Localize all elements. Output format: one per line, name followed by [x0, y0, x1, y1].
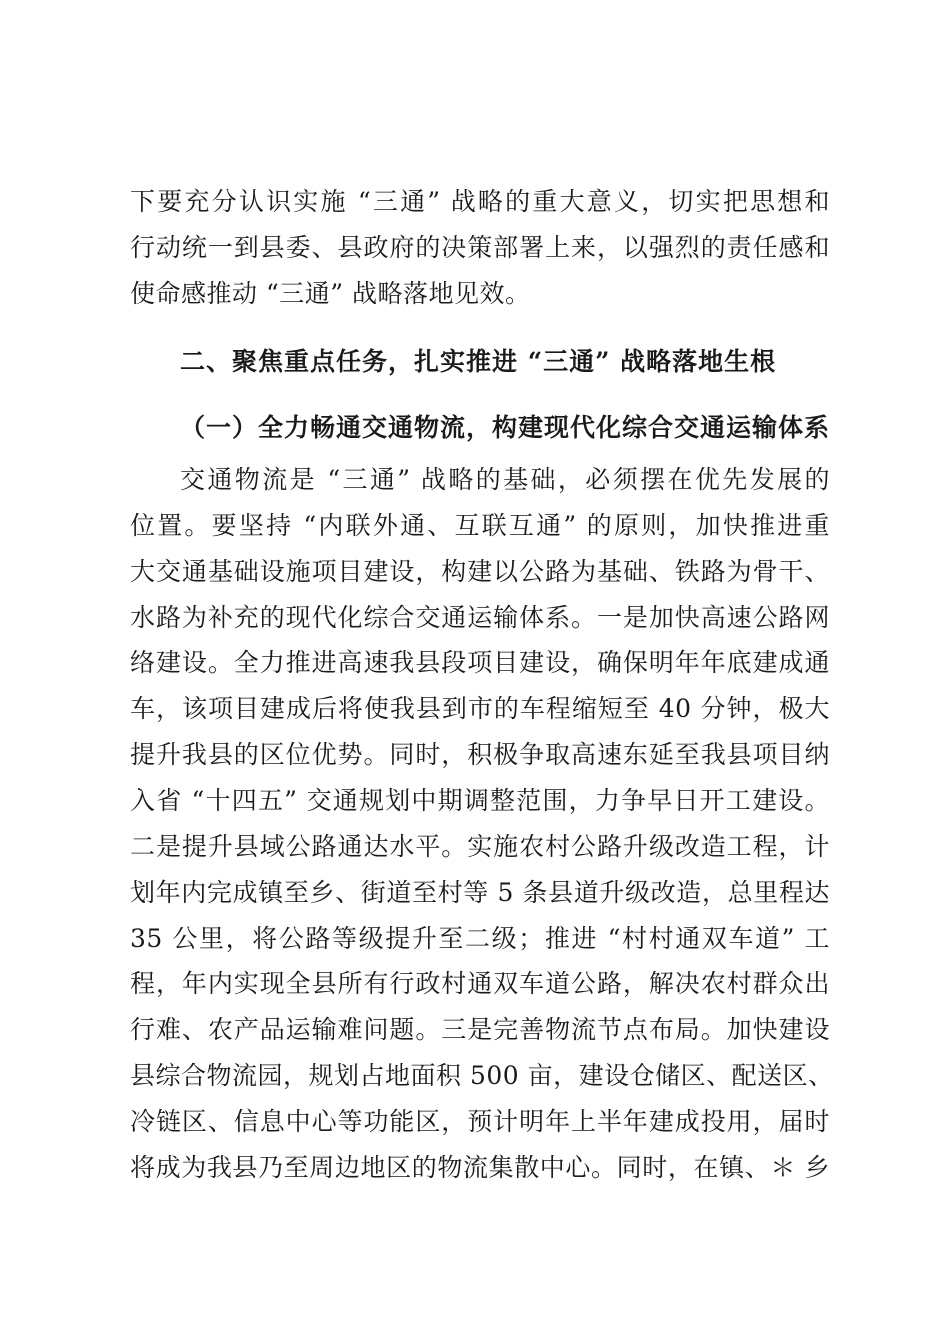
body-line-14: 县综合物流园，规划占地面积 500 亩，建设仓储区、配送区、 — [130, 1061, 834, 1090]
body-line-11: 35 公里，将公路等级提升至二级；推进 “村村通双车道” 工 — [130, 924, 830, 953]
intro-line-3: 使命感推动 “三通” 战略落地见效。 — [130, 279, 531, 308]
body-line-3: 大交通基础设施项目建设，构建以公路为基础、铁路为骨干、 — [130, 557, 830, 586]
body-line-6: 车，该项目建成后将使我县到市的车程缩短至 40 分钟，极大 — [130, 694, 830, 723]
subsection-heading: （一）全力畅通交通物流，构建现代化综合交通运输体系 — [180, 413, 831, 442]
intro-line-1: 下要充分认识实施 “三通” 战略的重大意义，切实把思想和 — [130, 187, 830, 216]
body-line-9: 二是提升县域公路通达水平。实施农村公路升级改造工程，计 — [130, 832, 830, 861]
body-line-10: 划年内完成镇至乡、街道至村等 5 条县道升级改造，总里程达 — [130, 878, 830, 907]
body-line-7: 提升我县的区位优势。同时，积极争取高速东延至我县项目纳 — [130, 740, 830, 769]
body-line-8: 入省 “十四五” 交通规划中期调整范围，力争早日开工建设。 — [130, 786, 830, 815]
body-line-2: 位置。要坚持 “内联外通、互联互通” 的原则，加快推进重 — [130, 511, 830, 540]
body-line-4: 水路为补充的现代化综合交通运输体系。一是加快高速公路网 — [130, 603, 830, 632]
body-line-15: 冷链区、信息中心等功能区，预计明年上半年建成投用，届时 — [130, 1107, 830, 1136]
section-heading: 二、聚焦重点任务，扎实推进 “三通” 战略落地生根 — [180, 347, 777, 376]
body-line-5: 络建设。全力推进高速我县段项目建设，确保明年年底建成通 — [130, 648, 830, 677]
body-line-13: 行难、农产品运输难问题。三是完善物流节点布局。加快建设 — [130, 1015, 830, 1044]
body-line-1: 交通物流是 “三通” 战略的基础，必须摆在优先发展的 — [180, 465, 830, 494]
body-line-12: 程，年内实现全县所有行政村通双车道公路，解决农村群众出 — [130, 969, 830, 998]
body-line-16: 将成为我县乃至周边地区的物流集散中心。同时，在镇、＊ 乡 — [130, 1153, 830, 1182]
intro-line-2: 行动统一到县委、县政府的决策部署上来，以强烈的责任感和 — [130, 233, 830, 262]
